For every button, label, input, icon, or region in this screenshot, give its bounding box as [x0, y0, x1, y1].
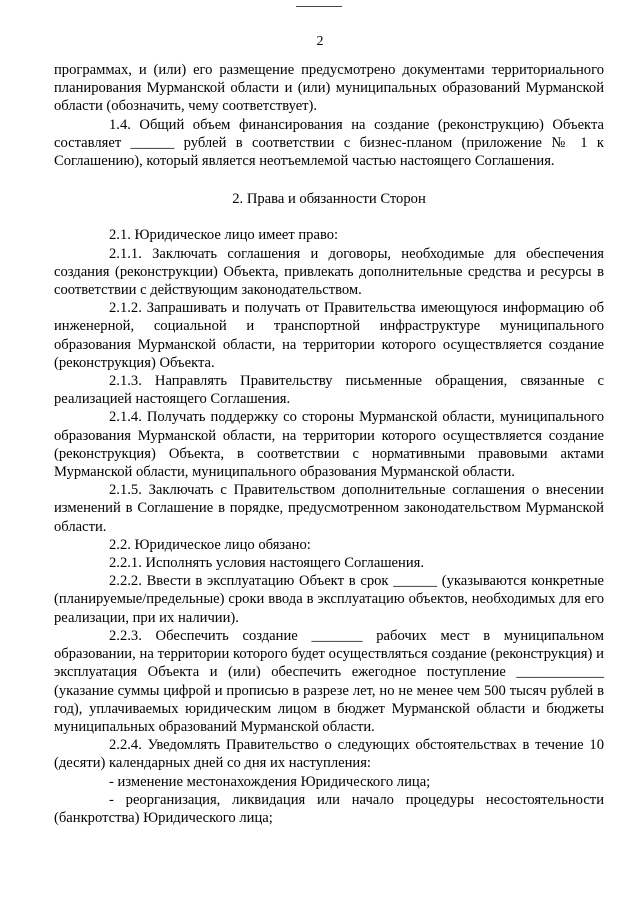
paragraph: программах, и (или) его размещение предусмотрено документами территориального планирования Мурманской области и (или) муниципальных образований Мурманской области (обозначить, чему соответствует). — [54, 62, 604, 115]
top-rule — [296, 6, 342, 7]
paragraph: 2.2.3. Обеспечить создание _______ рабочих мест в муниципальном образовании, на территории которого будет осуществляться создание (реконструкция) и эксплуатация Объекта и (или) обеспечить ежегодное поступление ____________ (указание суммы цифрой и прописью в разрезе лет, но не менее чем 500 тысяч рублей в год), уплачиваемых юридическим лицом в бюджет Мурманской области и бюджеты муниципальных образований Мурманской области. — [54, 627, 604, 735]
document-body — [54, 61, 604, 827]
paragraph: 2.1.3. Направлять Правительству письменные обращения, связанные с реализацией настоящего Соглашения. — [54, 373, 604, 408]
paragraph: 2.2.2. Ввести в эксплуатацию Объект в срок ______ (указываются конкретные (планируемые/предельные) сроки ввода в эксплуатацию объектов, необходимых для его реализации, при их наличии). — [54, 573, 604, 626]
paragraph: 2.2.1. Исполнять условия настоящего Соглашения. — [109, 555, 425, 572]
section-heading: 2. Права и обязанности Сторон — [232, 191, 426, 208]
paragraph: 2.2. Юридическое лицо обязано: — [109, 536, 311, 553]
list-item: - изменение местонахождения Юридического лица; — [109, 773, 431, 790]
page-number: 2 — [316, 34, 324, 49]
paragraph: 2.2.4. Уведомлять Правительство о следующих обстоятельствах в течение 10 (десяти) календарных дней со дня их наступления: — [54, 737, 604, 772]
paragraph: 2.1.5. Заключать с Правительством дополнительные соглашения о внесении изменений в Соглашение в порядке, предусмотренном законодательством Мурманской области. — [54, 482, 604, 535]
paragraph: 2.1.1. Заключать соглашения и договоры, необходимые для обеспечения создания (реконструкции) Объекта, привлекать дополнительные средства и ресурсы в соответствии с действующим законодательством. — [54, 245, 604, 299]
paragraph: 2.1.4. Получать поддержку со стороны Мурманской области, муниципального образования Мурманской области, на территории которого осуществляется создание (реконструкция) Объекта, в соответствии с нормативными правовыми актами Мурманской области, муниципального образования Мурманской области. — [54, 409, 604, 481]
paragraph: 2.1.2. Запрашивать и получать от Правительства имеющуюся информацию об инженерной, социальной и транспортной инфраструктуре муниципального образования Мурманской области, на территории которого осуществляется создание (реконструкция) Объекта. — [54, 300, 604, 371]
paragraph: 1.4. Общий объем финансирования на создание (реконструкцию) Объекта составляет ______ рублей в соответствии с бизнес-планом (приложение № 1 к Соглашению), который является неотъемлемой частью настоящего Соглашения. — [54, 116, 604, 170]
list-item: - реорганизация, ликвидация или начало процедуры несостоятельности (банкротства) Юридического лица; — [54, 791, 604, 826]
paragraph: 2.1. Юридическое лицо имеет право: — [109, 227, 339, 244]
